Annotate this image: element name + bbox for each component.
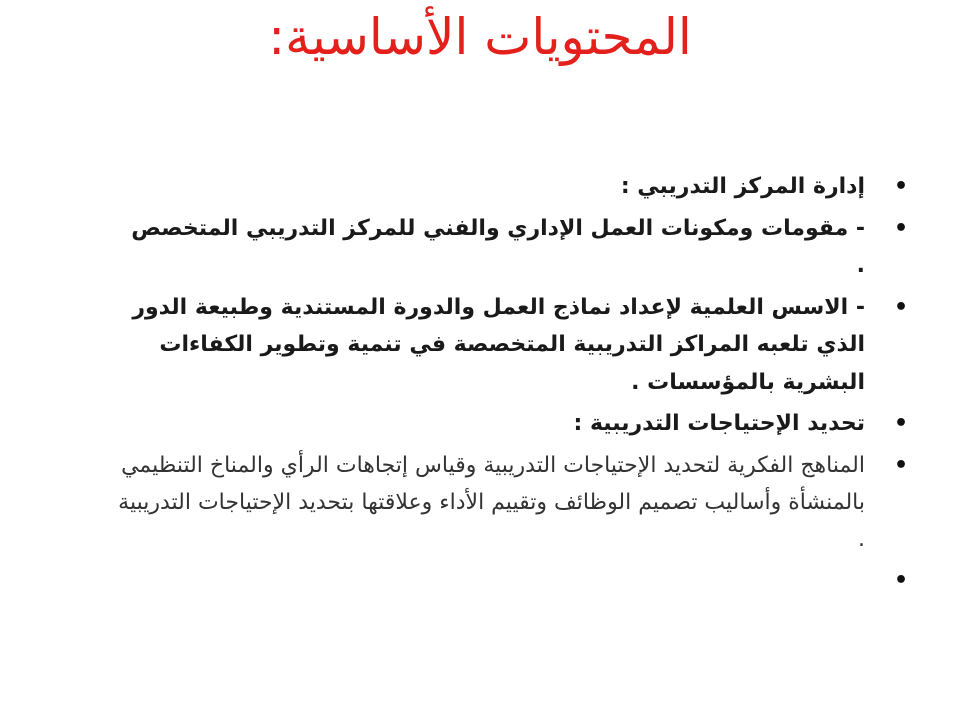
list-item [118,447,908,558]
bullet-icon: • [893,567,908,593]
bullet-list [118,168,908,603]
list-item [118,168,908,206]
item-text: - الاسس العلمية لإعداد نماذج العمل والدورة المستندية وطبيعة الدور الذي تلعبه المراكز التدريبية المتخصصة في تنمية وتطوير الكفاءات البشرية بالمؤسسات . [132,294,865,395]
item-text: تحديد الإحتياجات التدريبية : [573,411,865,436]
bullet-icon: • [893,294,908,320]
item-text: إدارة المركز التدريبي : [620,174,865,199]
bullet-icon: • [893,411,908,436]
list-item [118,405,908,443]
bullet-icon: • [893,174,908,199]
bullet-icon: • [893,452,908,478]
item-text: - مقومات ومكونات العمل الإداري والفني للمركز التدريبي المتخصص . [131,215,865,278]
list-item-empty [118,562,908,599]
bullet-icon: • [893,215,908,241]
item-text: المناهج الفكرية لتحديد الإحتياجات التدريبية وقياس إتجاهات الرأي والمناخ التنظيمي بالمنشأة وأساليب تصميم الوظائف وتقييم الأداء وعلاقتها بتحديد الإحتياجات التدريبية . [118,452,865,552]
list-item [118,210,908,285]
list-item [118,289,908,402]
slide-title: المحتويات الأساسية: [268,8,692,66]
